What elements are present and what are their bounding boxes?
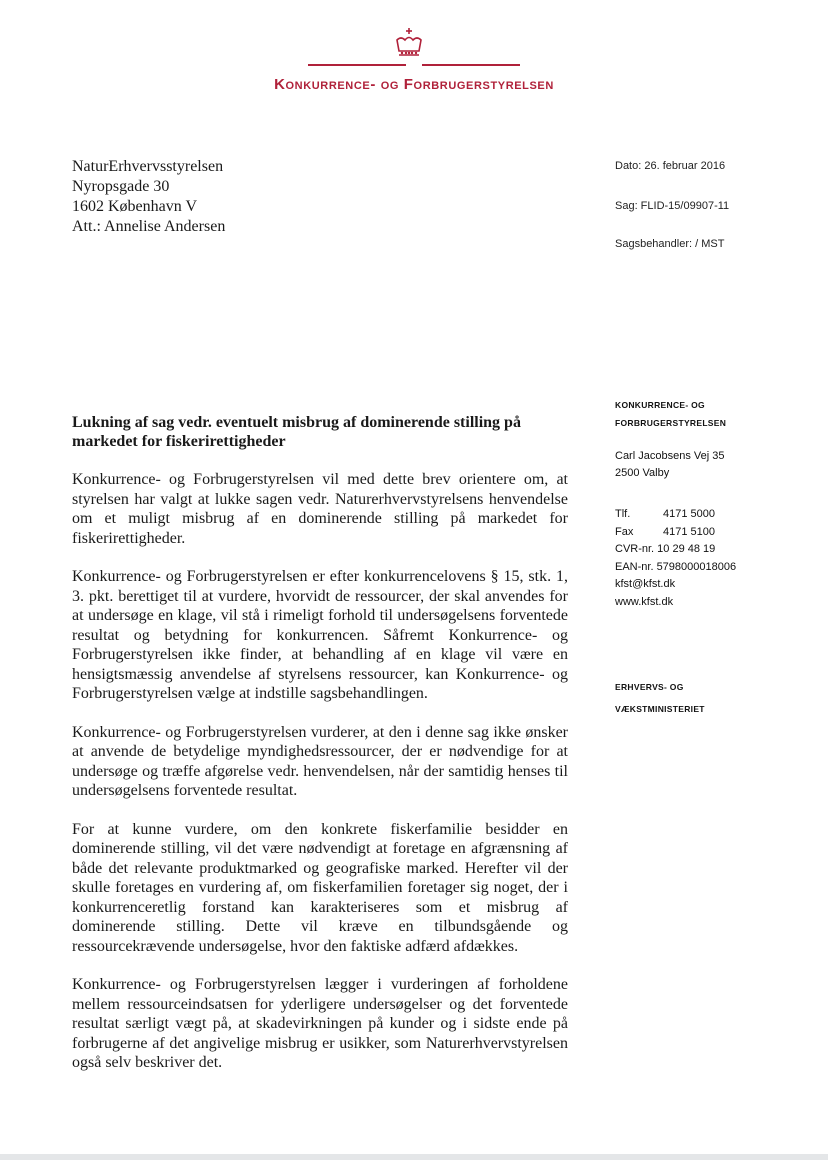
sidebar-email-link[interactable]: kfst@kfst.dk bbox=[615, 578, 676, 591]
recipient-attention: Att.: Annelise Andersen bbox=[72, 218, 226, 235]
paragraph: Konkurrence- og Forbrugerstyrelsen er efter konkurrencelovens § 15, stk. 1, 3. pkt. berettiget til at vurdere, hvorvidt de ressourcer, der skal anvendes for at undersøge en klage, vil stå i rimeligt forhold til undersøgelsens forventede resultat og betydning for konkurrencen. Såfremt Konkurrence- og Forbrugerstyrelsen ikke finder, at behandling af en klage vil være en hensigtsmæssig anvendelse af styrelsens ressourcer, kan Konkurrence- og Forbrugerstyrelsen vælge at indstille sagsbehandlingen. bbox=[72, 568, 568, 702]
sidebar-org-line2: FORBRUGERSTYRELSEN bbox=[615, 418, 727, 428]
phone-label: Tlf. bbox=[615, 508, 631, 520]
sidebar-ministry-line1: ERHVERVS- OG bbox=[615, 682, 684, 692]
case-number: Sag: FLID-15/09907-11 bbox=[615, 200, 730, 212]
letter-date: Dato: 26. februar 2016 bbox=[615, 160, 726, 172]
crown-icon bbox=[392, 26, 426, 60]
letter-body bbox=[72, 470, 568, 1092]
phone-value: 4171 5000 bbox=[663, 508, 715, 520]
sidebar-cvr: CVR-nr. 10 29 48 19 bbox=[615, 543, 716, 556]
fax-value: 4171 5100 bbox=[663, 525, 715, 538]
sidebar-ministry-line2: VÆKSTMINISTERIET bbox=[615, 704, 705, 714]
agency-name: Konkurrence- og Forbrugerstyrelsen bbox=[274, 76, 554, 93]
recipient-street: Nyropsgade 30 bbox=[72, 178, 170, 195]
sidebar-org-name bbox=[615, 396, 726, 432]
logo-rule-right bbox=[422, 64, 520, 66]
recipient-address bbox=[72, 157, 225, 237]
fax-label: Fax bbox=[615, 525, 634, 538]
sidebar-address bbox=[615, 448, 724, 482]
scan-edge-shadow bbox=[0, 1154, 828, 1160]
sidebar-fax-row bbox=[615, 524, 736, 542]
sidebar-city: 2500 Valby bbox=[615, 467, 670, 479]
sidebar-contact bbox=[615, 506, 736, 612]
letter-subject: Lukning af sag vedr. eventuelt misbrug af dominerende stilling på markedet for fiskerirettigheder bbox=[72, 414, 521, 450]
sidebar-web-link[interactable]: www.kfst.dk bbox=[615, 595, 674, 608]
sidebar-ean: EAN-nr. 5798000018006 bbox=[615, 560, 737, 573]
paragraph: For at kunne vurdere, om den konkrete fiskerfamilie besidder en dominerende stilling, vil det være nødvendigt at foretage en afgrænsning af både det relevante produktmarked og geografiske marked. Herefter vil der skulle foretages en vurdering af, om fiskerfamilien foretager sig noget, der i konkurrenceretlig forstand kan karakteriseres som et misbrug af dominerende stilling. Dette vil kræve en tilbundsgående og ressourcekrævende undersøgelse, hvor den faktiske adfærd afdækkes. bbox=[72, 820, 568, 955]
sidebar-phone-row bbox=[615, 506, 736, 524]
recipient-city: 1602 København V bbox=[72, 198, 198, 215]
sidebar-org-line1: KONKURRENCE- OG bbox=[615, 400, 705, 410]
paragraph: Konkurrence- og Forbrugerstyrelsen lægger i vurderingen af forholdene mellem ressourceindsatsen for yderligere undersøgelser og det forventede resultat særligt vægt på, at skadevirkningen på kunder og i sidste ende på forbrugerne af det angivelige misbrug er usikker, som Naturerhvervstyrelsen også selv beskriver det. bbox=[72, 976, 568, 1071]
paragraph: Konkurrence- og Forbrugerstyrelsen vurderer, at den i denne sag ikke ønsker at anvende de betydelige myndighedsressourcer, der er nødvendige for at undersøge og træffe afgørelse vedr. henvendelsen, når der samtidig henses til undersøgelsens forventede resultat. bbox=[72, 723, 568, 799]
paragraph: Konkurrence- og Forbrugerstyrelsen vil med dette brev orientere om, at styrelsen har valgt at lukke sagen vedr. Naturerhvervstyrelsens henvendelse om et muligt misbrug af en dominerende stilling på markedet for fiskerirettigheder. bbox=[72, 471, 568, 547]
logo-rule-left bbox=[308, 64, 406, 66]
recipient-name: NaturErhvervsstyrelsen bbox=[72, 158, 224, 175]
case-handler: Sagsbehandler: / MST bbox=[615, 238, 725, 250]
sidebar-ministry bbox=[615, 676, 705, 720]
sidebar-street: Carl Jacobsens Vej 35 bbox=[615, 450, 725, 462]
